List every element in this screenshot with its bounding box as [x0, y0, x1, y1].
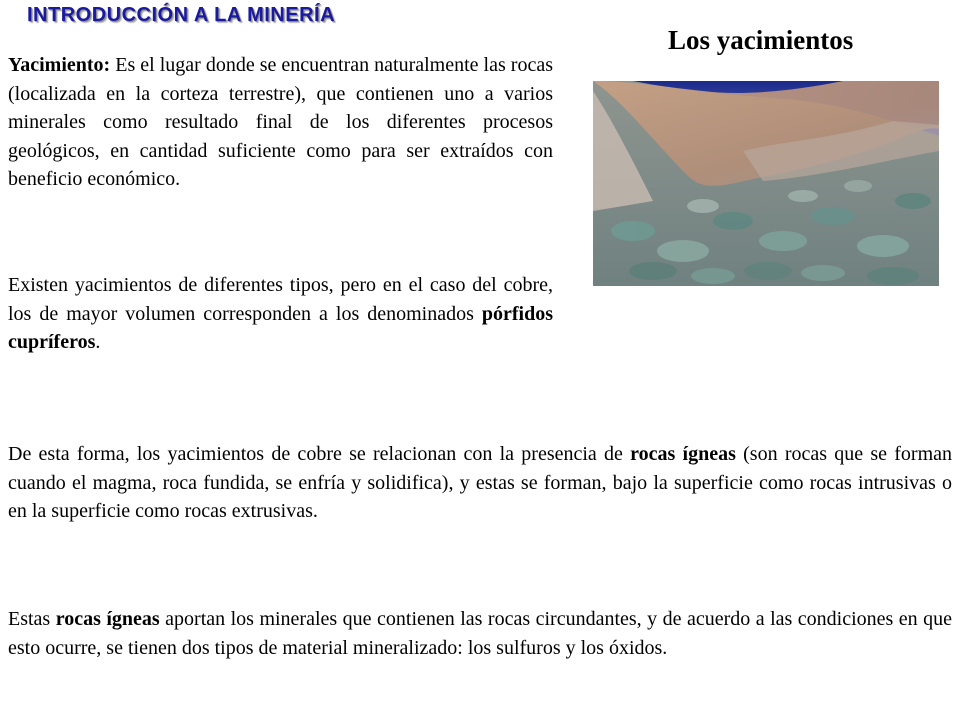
definition-text: Es el lugar donde se encuentran naturalmente las rocas (localizada en la corteza terrestre), que contienen uno a varios minerales como resultado final de los diferentes procesos geológicos, en cantidad suficiente como para ser extraídos con beneficio económico. — [8, 54, 553, 190]
paragraph-copper-deposits — [8, 271, 553, 357]
highlight-porfidos: pórfidos cupríferos — [8, 302, 553, 353]
paragraph-yacimiento-definition — [8, 51, 553, 194]
highlight-rocas-igneas: rocas ígneas — [55, 608, 160, 630]
paragraph-text: Estas — [8, 608, 56, 630]
paragraph-text: . — [95, 331, 101, 353]
mine-deposit-photo — [593, 81, 939, 286]
section-title: Los yacimientos — [668, 25, 854, 55]
term-yacimiento: Yacimiento: — [8, 54, 111, 76]
paragraph-mineralized-material — [8, 605, 952, 662]
paragraph-text: aportan los minerales que contienen las rocas circundantes, y de acuerdo a las condiciones en que esto ocurre, se tienen dos tipos de material mineralizado: los sulfuros y los óxidos. — [8, 608, 953, 659]
paragraph-text: De esta forma, los yacimientos de cobre se relacionan con la presencia de — [8, 443, 631, 465]
paragraph-igneous-rocks — [8, 440, 952, 526]
paragraph-text: Existen yacimientos de diferentes tipos, pero en el caso del cobre, los de mayor volumen corresponden a los denominados — [8, 274, 553, 325]
highlight-rocas-igneas: rocas ígneas — [630, 443, 736, 465]
rocks-illustration — [593, 81, 939, 286]
header-title: INTRODUCCIÓN A LA MINERÍA — [27, 4, 336, 26]
paragraph-text: (son rocas que se forman cuando el magma, roca fundida, se enfría y solidifica), y estas se forman, bajo la superficie como rocas intrusivas o en la superficie como rocas extrusivas. — [8, 443, 953, 522]
